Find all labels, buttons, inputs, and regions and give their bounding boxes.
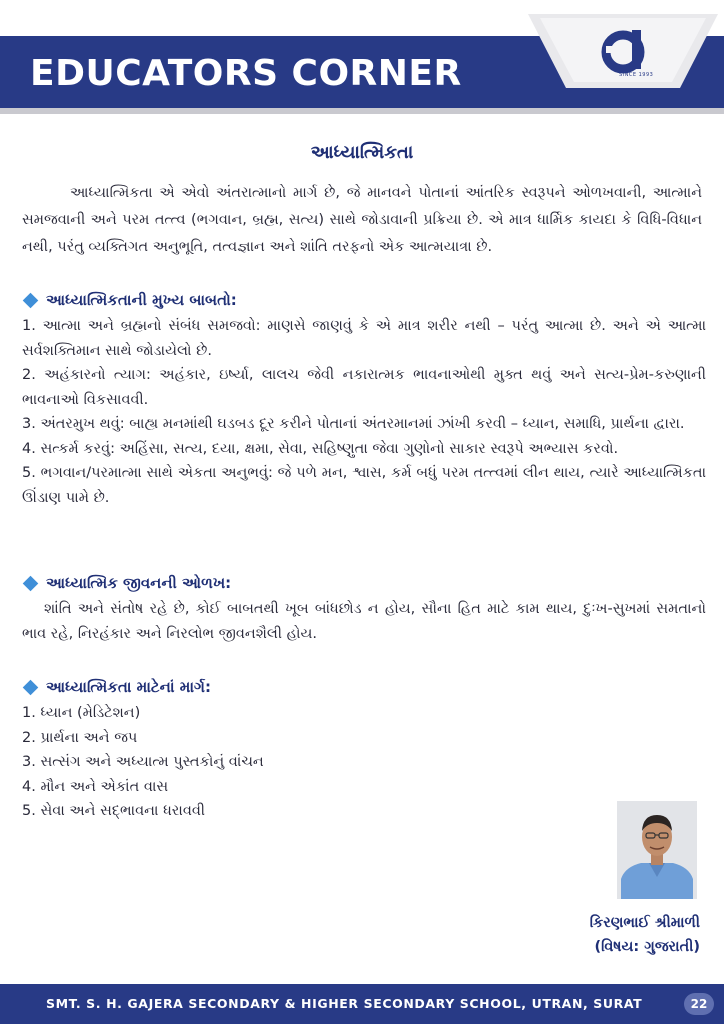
author-portrait-icon [617,801,697,899]
list-item: 4. સત્કર્મ કરવું: અહિંસા, સત્ય, દયા, ક્ષમા, સેવા, સહિષ્ણુતા જેવા ગુણોનો સાકાર સ્વરૂપે અભ્યાસ કરવો. [22,440,619,457]
list-item: 1. ધ્યાન (મેડિટેશન) [22,705,141,721]
logo-block [520,12,724,92]
blue-diamond-icon [23,292,39,308]
section-heading [22,571,706,595]
page-number-badge: 22 [684,993,714,1015]
list-item: 4. મૌન અને એકાંત વાસ [22,778,169,795]
list-item: 2. અહંકારનો ત્યાગ: અહંકાર, ઇર્ષ્યા, લાલચ જેવી નકારાત્મક ભાવનાઓથી મુક્ત થવું અને સત્ય-પ્રેમ-કરુણાની ભાવનાઓ વિકસાવવી. [22,367,706,408]
paths-list [22,701,706,824]
list-item: 3. અંતરમુખ થવું: બાહ્ય મનમાંથી ઘડબડ દૂર કરીને પોતાનાં અંતરમાનમાં ઝાંખી કરવી – ધ્યાન, સમાધિ, પ્રાર્થના દ્વારા. [22,416,685,432]
author-subject: (વિષય: ગુજરાતી) [594,939,700,955]
footer-band [0,984,724,1024]
blue-diamond-icon [23,575,39,591]
list-item: 3. સત્સંગ અને અધ્યાત્મ પુસ્તકોનું વાંચન [22,754,264,770]
section-heading-text: આધ્યાત્મિકતાની મુખ્ય બાબતો: [46,291,237,309]
author-name: કિરણભાઈ શ્રીમાળી [589,915,700,931]
list-item: 5. ભગવાન/પરમાત્મા સાથે એકતા અનુભવું: જે પળે મન, શ્વાસ, કર્મ બધું પરમ તત્ત્વમાં લીન થાય, ત્યારે આધ્યાત્મિકતા ઊંડાણ પામે છે. [22,465,706,506]
key-points-list [22,314,706,510]
list-item: 5. સેવા અને સદ્ભાવના ધરાવવી [22,803,206,819]
header-title: EDUCATORS CORNER [30,53,462,94]
section-heading [22,288,706,312]
footer-school-name: SMT. S. H. GAJERA SECONDARY & HIGHER SECONDARY SCHOOL, UTRAN, SURAT [46,996,643,1011]
list-item: 1. આત્મા અને બ્રહ્મનો સંબંધ સમજવો: માણસે જાણવું કે એ માત્ર શરીર નથી – પરંતુ આત્મા છે. અને એ આત્મા સર્વશક્તિમાન સાથે જોડાયેલો છે. [22,318,706,359]
section-key-points [22,288,706,510]
list-item: 2. પ્રાર્થના અને જપ [22,729,138,746]
author-photo [617,801,697,899]
section-heading [22,675,706,699]
school-logo-icon [520,12,724,92]
logo-tagline: SINCE 1993 [619,72,654,78]
article-title: આધ્યાત્મિકતા [310,142,414,163]
section-heading-text: આધ્યાત્મિક જીવનની ઓળખ: [46,574,232,592]
section-heading-text: આધ્યાત્મિકતા માટેનાં માર્ગ: [46,678,211,696]
blue-diamond-icon [23,679,39,695]
intro-paragraph: આધ્યાત્મિકતા એ એવો અંતરાત્માનો માર્ગ છે, જે માનવને પોતાનાં આંતરિક સ્વરૂપને ઓળખવાની, આત્માને સમજવાની અને પરમ તત્ત્વ (ભગવાન, બ્રહ્મ, સત્ય) સાથે જોડાવાની પ્રક્રિયા છે. એ માત્ર ધાર્મિક કાયદા કે વિધિ-વિધાન નથી, પરંતુ વ્યક્તિગત અનુભૂતિ, તત્વજ્ઞાન અને શાંતિ તરફનો એક આત્મયાત્રા છે. [22,185,702,255]
section-paths [22,675,706,824]
section-paragraph: શાંતિ અને સંતોષ રહે છે, કોઈ બાબતથી ખૂબ બાંધછોડ ન હોય, સૌના હિત માટે કામ થાય, દુઃખ-સુખમાં સમતાનો ભાવ રહે, નિરહંકાર અને નિરલોભ જીવનશૈલી હોય. [22,601,706,642]
section-spiritual-life [22,571,706,646]
